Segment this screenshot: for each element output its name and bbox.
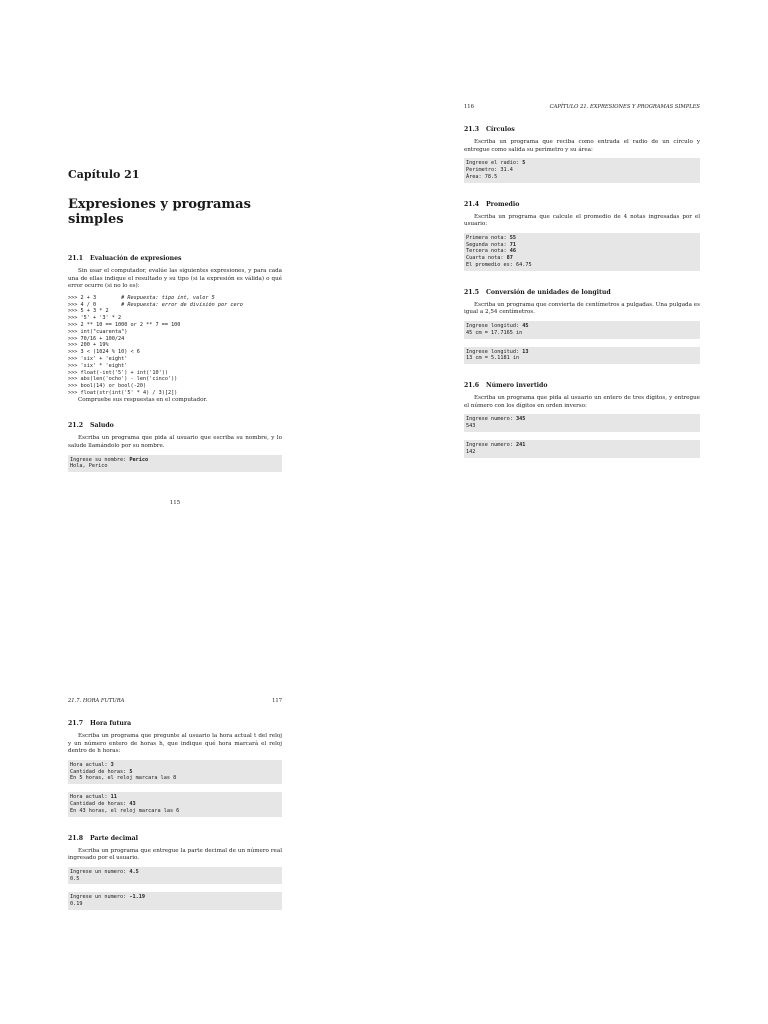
- terminal-prompt: En 5 horas, el reloj marcara las 8: [70, 775, 177, 782]
- terminal-example: [464, 414, 700, 432]
- running-title: CAPÍTULO 21. EXPRESIONES Y PROGRAMAS SIMPLES: [549, 104, 700, 110]
- terminal-prompt: El promedio es: 64.75: [466, 261, 532, 268]
- terminal-line: [70, 894, 280, 901]
- section-title: Evaluación de expresiones: [90, 255, 182, 262]
- terminal-prompt: Segunda nota:: [466, 241, 510, 248]
- running-header: [464, 104, 700, 110]
- section-number: 21.8: [68, 834, 84, 842]
- terminal-line: [70, 769, 280, 776]
- terminal-prompt: 543: [466, 423, 476, 430]
- code-line: [68, 315, 282, 322]
- expression-list: [68, 295, 282, 397]
- terminal-line: [70, 463, 280, 470]
- section-paragraph: Compruebe sus respuestas en el computador.: [78, 396, 208, 403]
- terminal-prompt: Tercera nota:: [466, 248, 510, 255]
- terminal-line: [70, 762, 280, 769]
- section-paragraph: Escriba un programa que calcule el promedio de 4 notas ingresadas por el usuario:: [464, 213, 700, 228]
- code-line: [68, 390, 282, 397]
- chapter-title: Expresiones y programas simples: [68, 197, 251, 227]
- terminal-example: [464, 321, 700, 339]
- section-paragraph: Escriba un programa que reciba como entrada el radio de un círculo y entregue como salida su perímetro y su área:: [464, 139, 700, 153]
- terminal-prompt: Hora actual:: [70, 761, 111, 768]
- terminal-line: [466, 416, 698, 423]
- code-text: >>> float(str(int('5' * 4) / 3)[2]): [68, 389, 178, 396]
- code-text: >>> int("cuarenta"): [68, 328, 128, 335]
- terminal-line: [466, 349, 698, 356]
- terminal-prompt: Ingrese el radio:: [466, 160, 523, 167]
- section-21-5: [464, 289, 700, 364]
- section-number: 21.3: [464, 126, 480, 133]
- section-21-8: [68, 835, 282, 910]
- user-input: 45: [522, 322, 529, 329]
- user-input: 5: [129, 768, 133, 775]
- code-line: [68, 329, 282, 336]
- terminal-prompt: 0.19: [70, 901, 83, 908]
- terminal-prompt: Cantidad de horas:: [70, 768, 130, 775]
- section-title: Parte decimal: [90, 834, 138, 842]
- terminal-line: [70, 808, 280, 815]
- user-input: 11: [110, 794, 117, 801]
- user-input: 43: [129, 800, 136, 807]
- terminal-line: [466, 262, 698, 269]
- terminal-line: [466, 255, 698, 262]
- user-input: 4.5: [129, 868, 139, 875]
- user-input: 46: [509, 248, 516, 255]
- code-text: >>> 'six' + 'eight': [68, 355, 128, 362]
- page-117: [68, 698, 282, 928]
- terminal-prompt: Ingrese numero:: [466, 416, 516, 423]
- terminal-prompt: Primera nota:: [466, 234, 510, 241]
- code-comment: # Respuesta: error de división por cero: [121, 301, 243, 308]
- section-21-6: [464, 382, 700, 457]
- code-text: >>> 2 ** 10 == 1000 or 2 ** 7 == 100: [68, 321, 181, 328]
- code-comment: # Respuesta: tipo int, valor 5: [121, 294, 215, 301]
- terminal-prompt: Ingrese un numero:: [70, 868, 130, 875]
- terminal-line: [70, 876, 280, 883]
- terminal-line: [466, 442, 698, 449]
- code-text: >>> 4 / 0: [68, 301, 122, 308]
- user-input: -1.19: [129, 894, 145, 901]
- section-21-3: [464, 126, 700, 183]
- terminal-prompt: Cantidad de horas:: [70, 800, 130, 807]
- terminal-line: [466, 330, 698, 337]
- section-number: 21.4: [464, 200, 480, 208]
- code-line: [68, 349, 282, 356]
- code-text: >>> 5 + 3 * 2: [68, 308, 109, 315]
- section-title: Saludo: [90, 422, 114, 430]
- terminal-example: [464, 440, 700, 458]
- terminal-line: [466, 160, 698, 167]
- section-number: 21.5: [464, 288, 480, 296]
- page-116: [464, 104, 700, 476]
- terminal-example: [464, 233, 700, 271]
- code-line: [68, 295, 282, 302]
- code-text: >>> bool(14) or bool(-20): [68, 383, 147, 390]
- terminal-line: [466, 248, 698, 255]
- user-input: 13: [522, 348, 529, 355]
- terminal-line: [466, 242, 698, 249]
- section-heading: [464, 382, 700, 389]
- terminal-prompt: Hora actual:: [70, 794, 111, 801]
- code-line: [68, 308, 282, 315]
- code-line: [68, 363, 282, 370]
- terminal-example: [68, 760, 282, 784]
- section-title: Conversión de unidades de longitud: [486, 288, 611, 296]
- terminal-prompt: Perimetro: 31.4: [466, 166, 513, 173]
- section-21-7: [68, 720, 282, 817]
- section-title: Círculos: [486, 126, 515, 133]
- terminal-example: [68, 867, 282, 885]
- section-21-4: [464, 201, 700, 271]
- section-paragraph: Sin usar el computador, evalúe las siguientes expresiones, y para cada una de ellas indique el resultado y su tipo (si la expresión es válida) o qué error ocurre (si no lo es):: [68, 268, 282, 290]
- user-input: 3: [110, 761, 114, 768]
- terminal-line: [70, 801, 280, 808]
- terminal-prompt: 13 cm = 5.1181 in: [466, 355, 520, 362]
- section-heading: [68, 422, 282, 429]
- terminal-prompt: Hola, Perico: [70, 463, 108, 470]
- terminal-line: [70, 775, 280, 782]
- section-title: Hora futura: [90, 720, 132, 727]
- section-title: Promedio: [486, 200, 520, 208]
- section-number: 21.6: [464, 382, 480, 390]
- user-input: 55: [509, 234, 516, 241]
- terminal-prompt: Ingrese un numero:: [70, 894, 130, 901]
- terminal-example: [464, 347, 700, 365]
- section-heading: [68, 720, 282, 727]
- code-text: >>> 2 + 3: [68, 294, 122, 301]
- page-115: [68, 160, 282, 506]
- code-line: [68, 302, 282, 309]
- section-paragraph: Escriba un programa que entregue la parte decimal de un número real ingresado por el usuario.: [68, 847, 282, 862]
- page-number: 116: [464, 104, 474, 110]
- page-number: 117: [272, 698, 282, 704]
- terminal-prompt: Ingrese longitud:: [466, 348, 523, 355]
- terminal-prompt: Cuarta nota:: [466, 255, 507, 262]
- terminal-example: [464, 158, 700, 182]
- terminal-line: [70, 794, 280, 801]
- section-paragraph: Escriba un programa que convierta de centímetros a pulgadas. Una pulgada es igual a 2,54 centímetros.: [464, 301, 700, 316]
- section-heading: [464, 201, 700, 208]
- page-number: 115: [169, 500, 181, 507]
- section-heading: [464, 289, 700, 296]
- code-line: [68, 383, 282, 390]
- code-line: [68, 336, 282, 343]
- terminal-example: [68, 892, 282, 910]
- code-text: >>> '5' + '3' * 2: [68, 315, 122, 322]
- user-input: 241: [515, 441, 526, 448]
- terminal-line: [466, 449, 698, 456]
- terminal-example: [68, 792, 282, 816]
- code-line: [68, 342, 282, 349]
- terminal-line: [466, 423, 698, 430]
- terminal-line: [466, 235, 698, 242]
- section-paragraph: Escriba un programa que pida al usuario que escriba su nombre, y lo salude llamándolo por su nombre.: [68, 435, 282, 449]
- terminal-line: [466, 174, 698, 181]
- section-number: 21.2: [68, 422, 84, 430]
- code-text: >>> 3 < (1024 % 10) < 6: [68, 349, 140, 356]
- user-input: 5: [522, 160, 526, 167]
- terminal-example: [68, 455, 282, 473]
- running-title: 21.7. HORA FUTURA: [68, 698, 125, 704]
- section-heading: [68, 255, 282, 262]
- code-text: >>> 70/16 + 100/24: [68, 335, 125, 342]
- code-text: >>> 'six' * 'eight': [68, 362, 128, 369]
- terminal-line: [466, 355, 698, 362]
- code-line: [68, 356, 282, 363]
- terminal-prompt: En 43 horas, el reloj marcara las 6: [70, 807, 180, 814]
- user-input: Perico: [129, 456, 149, 463]
- terminal-line: [70, 901, 280, 908]
- terminal-line: [466, 167, 698, 174]
- terminal-prompt: Área: 78.5: [466, 173, 498, 180]
- section-number: 21.1: [68, 255, 84, 262]
- section-paragraph: Escriba un programa que pida al usuario un entero de tres dígitos, y entregue el número con los dígitos en orden inverso:: [464, 395, 700, 409]
- user-input: 87: [506, 255, 513, 262]
- section-number: 21.7: [68, 720, 84, 727]
- user-input: 71: [509, 241, 516, 248]
- code-line: [68, 322, 282, 329]
- user-input: 345: [515, 416, 526, 423]
- section-heading: [464, 126, 700, 133]
- section-paragraph: Escriba un programa que pregunte al usuario la hora actual t del reloj y un número entero de horas h, que indique qué hora marcará el reloj dentro de h horas:: [68, 733, 282, 755]
- terminal-prompt: 142: [466, 448, 476, 455]
- terminal-prompt: Ingrese longitud:: [466, 322, 523, 329]
- terminal-prompt: Ingrese su nombre:: [70, 456, 130, 463]
- terminal-line: [466, 323, 698, 330]
- section-heading: [68, 835, 282, 842]
- terminal-prompt: 45 cm = 17.7165 in: [466, 329, 523, 336]
- chapter-label: Capítulo 21: [68, 168, 140, 181]
- terminal-prompt: 0.5: [70, 875, 80, 882]
- code-text: >>> float(-int('5') + int('10')): [68, 369, 168, 376]
- section-21-1: [68, 255, 282, 404]
- section-21-2: [68, 422, 282, 472]
- code-text: >>> 200 + 19%: [68, 342, 109, 349]
- terminal-line: [70, 457, 280, 464]
- terminal-prompt: Ingrese numero:: [466, 441, 516, 448]
- code-text: >>> abs(len('ocho') - len('cinco')): [68, 376, 178, 383]
- terminal-line: [70, 869, 280, 876]
- section-title: Número invertido: [486, 382, 548, 390]
- code-line: [68, 376, 282, 383]
- running-header: [68, 698, 282, 704]
- code-line: [68, 370, 282, 377]
